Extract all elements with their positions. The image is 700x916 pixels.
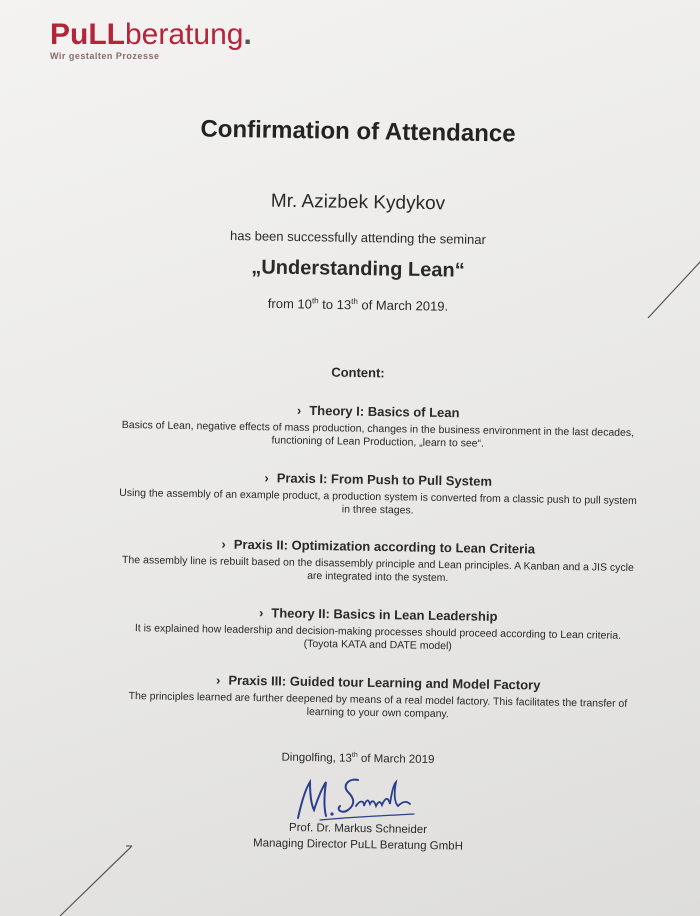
handwritten-signature [290,770,430,830]
corner-fold-mark [640,258,700,324]
section-title: › Praxis I: From Push to Pull System [264,470,493,489]
logo-brand-rest: beratung [125,18,244,51]
section-description: Using the assembly of an example product, a production system is converted from a classic push to pull system in three stages. [119,486,637,517]
chevron-right-icon: › [264,470,269,486]
logo-brand-bold: PuLL [50,18,125,51]
document-title: Confirmation of Attendance [200,115,516,148]
content-section [118,468,639,521]
section-title: › Theory I: Basics of Lean [296,402,460,421]
section-description: It is explained how leadership and decision-making processes should proceed according to Lean criteria. (Toyota KATA and DATE model) [134,622,622,653]
chevron-right-icon: › [215,672,221,688]
section-title: › Theory II: Basics in Lean Leadership [258,605,498,624]
seminar-title: „Understanding Lean“ [251,256,465,282]
section-title: › Praxis II: Optimization according to Lean Criteria [221,536,536,557]
logo-tagline: Wir gestalten Prozesse [50,51,160,61]
recipient-name: Mr. Azizbek Kydykov [270,190,446,215]
content-section [118,603,639,656]
content-section [118,535,639,588]
chevron-right-icon: › [221,536,226,552]
attendance-statement: has been successfully attending the seminar [229,227,487,248]
seminar-dates: from 10th to 13th of March 2019. [267,295,449,314]
section-title: › Praxis III: Guided tour Learning and Model Factory [215,672,541,693]
chevron-right-icon: › [258,605,264,621]
content-heading: Content: [331,364,385,381]
content-section [118,400,639,453]
section-description: The principles learned are further deepened by means of a real model factory. This facilitates the transfer of learning to your own company. [128,690,628,721]
signatory-role: Managing Director PuLL Beratung GmbH [252,837,464,853]
content-section [118,671,639,724]
signatory-name: Prof. Dr. Markus Schneider [288,821,428,837]
section-description: The assembly line is rebuilt based on the disassembly principle and Lean principles. A Kanban and a JIS cycle are integrated into the system. [121,553,634,585]
company-logo [50,20,252,61]
place-and-date: Dingolfing, 13th of March 2019 [281,751,435,767]
logo-brand-dot: . [243,18,252,51]
section-description: Basics of Lean, negative effects of mass production, changes in the business environment in the last decades, functioning of Lean Production, „learn to see“. [121,418,635,450]
corner-fold-mark [50,840,140,916]
chevron-right-icon: › [296,402,302,418]
